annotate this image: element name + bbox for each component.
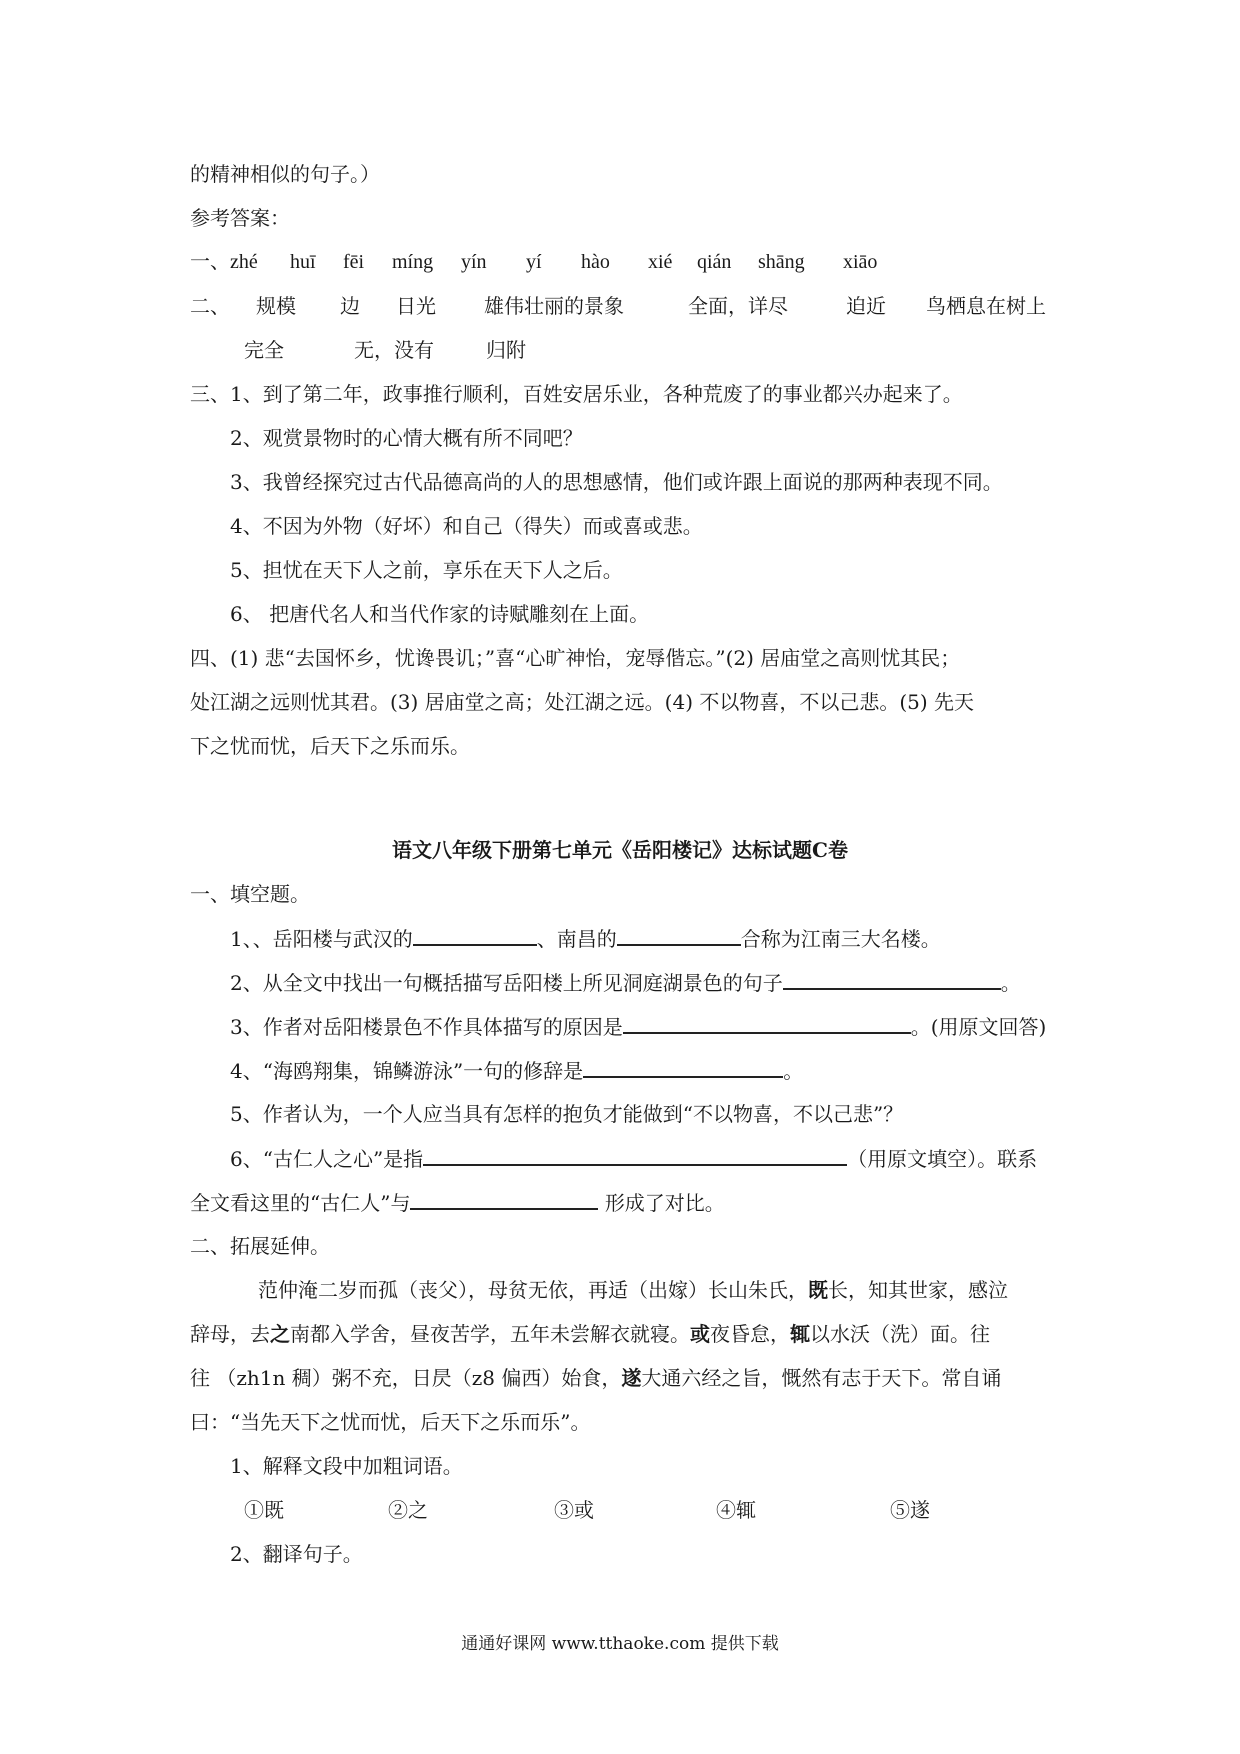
word-item: ②之 — [388, 1498, 428, 1522]
vocab-answer-row-1 — [0, 292, 1240, 320]
section-heading: 二、拓展延伸。 — [190, 1234, 330, 1258]
passage-line — [190, 1320, 990, 1348]
passage-line — [258, 1276, 1008, 1304]
pinyin-item: xiāo — [843, 251, 878, 273]
question-text: 6、“古仁人之心”是指 — [230, 1147, 424, 1171]
vocab-answer-row-2 — [0, 336, 1240, 364]
pinyin-item: yín — [461, 251, 487, 273]
passage-text: 辞母，去 — [190, 1322, 270, 1346]
answer-item: 雄伟壮丽的景象 — [484, 294, 624, 318]
word-item: ⑤遂 — [890, 1498, 930, 1522]
passage-text: 以水沃（洗）面。往 — [810, 1322, 990, 1346]
passage-text: 往 （zh1n 稠）粥不充，日昃（z8 偏西）始食， — [190, 1366, 622, 1390]
answer-blank[interactable] — [783, 968, 1001, 990]
answer-blank[interactable] — [410, 1188, 598, 1210]
question-2 — [230, 968, 1021, 997]
passage-text: 大通六经之旨，慨然有志于天下。常自诵 — [641, 1366, 1002, 1390]
answer-item: 迫近 — [846, 294, 886, 318]
bold-word: 辄 — [790, 1322, 810, 1346]
answer-item: 归附 — [486, 338, 526, 362]
answer-blank[interactable] — [617, 924, 741, 946]
pinyin-answer-row — [0, 248, 1240, 276]
bold-word: 或 — [690, 1322, 710, 1346]
passage-text: 长，知其世家，感泣 — [828, 1278, 1008, 1302]
answer-blank[interactable] — [583, 1056, 783, 1078]
translation-answer: 三、1、到了第二年，政事推行顺利，百姓安居乐业，各种荒废了的事业都兴办起来了。 — [190, 382, 963, 406]
word-list — [0, 1496, 1240, 1524]
word-item: ①既 — [244, 1498, 284, 1522]
question-3 — [230, 1012, 1046, 1041]
text-line: 的精神相似的句子。） — [190, 162, 380, 186]
comprehension-answer: 下之忧而忧，后天下之乐而乐。 — [190, 734, 470, 758]
question-text: 形成了对比。 — [604, 1191, 725, 1215]
passage-text: 范仲淹二岁而孤（丧父），母贫无依，再适（出嫁）长山朱氏， — [258, 1278, 808, 1302]
passage-text: 南都入学舍，昼夜苦学，五年未尝解衣就寝。 — [290, 1322, 690, 1346]
translation-answer: 2、观赏景物时的心情大概有所不同吧？ — [230, 426, 583, 450]
answer-blank[interactable] — [423, 1144, 847, 1166]
question-text: 。 — [1000, 971, 1021, 995]
page-footer: 通通好课网 www.tthaoke.com 提供下载 — [461, 1634, 779, 1654]
word-item: ④辄 — [716, 1498, 756, 1522]
word-item: ③或 — [554, 1498, 594, 1522]
question-text: 。(用原文回答) — [910, 1015, 1047, 1039]
section-heading: 一、填空题。 — [190, 882, 310, 906]
translation-answer: 6、 把唐代名人和当代作家的诗赋雕刻在上面。 — [230, 602, 650, 626]
answer-item: 规模 — [256, 294, 296, 318]
question-text: 合称为江南三大名楼。 — [740, 927, 941, 951]
pinyin-item: hào — [581, 251, 610, 273]
question-4 — [230, 1056, 803, 1085]
comprehension-answer: 处江湖之远则忧其君。(3) 居庙堂之高；处江湖之远。(4) 不以物喜，不以己悲。(5) 先天 — [190, 690, 975, 714]
answer-item: 完全 — [244, 338, 284, 362]
bold-word: 之 — [270, 1322, 290, 1346]
question-text: 2、从全文中找出一句概括描写岳阳楼上所见洞庭湖景色的句子 — [230, 971, 783, 995]
question-text: 全文看这里的“古仁人”与 — [190, 1191, 411, 1215]
pinyin-lead: 一、zhé — [190, 251, 258, 273]
passage-line: 曰：“当先天下之忧而忧，后天下之乐而乐”。 — [190, 1410, 591, 1434]
pinyin-item: qián — [697, 251, 732, 273]
exam-title: 语文八年级下册第七单元《岳阳楼记》达标试题C卷 — [392, 838, 848, 862]
translation-answer: 3、我曾经探究过古代品德高尚的人的思想感情，他们或许跟上面说的那两种表现不同。 — [230, 470, 1003, 494]
pinyin-item: shāng — [758, 251, 805, 273]
question-1 — [230, 924, 941, 953]
question-6 — [230, 1144, 1037, 1173]
comprehension-answer: 四、(1) 悲“去国怀乡，忧谗畏讥；”喜“心旷神怡，宠辱偕忘。”(2) 居庙堂之高则忧其民； — [190, 646, 961, 670]
pinyin-item: yí — [526, 251, 542, 273]
answer-blank[interactable] — [413, 924, 537, 946]
answer-item: 日光 — [396, 294, 436, 318]
section-number: 二、 — [190, 294, 230, 318]
question-6-continued — [190, 1188, 725, 1217]
pinyin-item: xié — [648, 251, 673, 273]
question-text: 4、“海鸥翔集，锦鳞游泳”一句的修辞是 — [230, 1059, 584, 1083]
question-explain: 1、解释文段中加粗词语。 — [230, 1454, 463, 1478]
question-text: 3、作者对岳阳楼景色不作具体描写的原因是 — [230, 1015, 623, 1039]
answer-item: 边 — [340, 294, 360, 318]
translation-answer: 4、不因为外物（好坏）和自己（得失）而或喜或悲。 — [230, 514, 703, 538]
answer-key-heading: 参考答案： — [190, 206, 290, 230]
pinyin-item: míng — [392, 251, 434, 273]
answer-item: 全面，详尽 — [688, 294, 788, 318]
answer-blank[interactable] — [623, 1012, 911, 1034]
pinyin-item: fēi — [343, 251, 365, 273]
bold-word: 既 — [808, 1278, 828, 1302]
answer-item: 无，没有 — [354, 338, 434, 362]
question-text: 1、、岳阳楼与武汉的 — [230, 927, 413, 951]
passage-line — [190, 1364, 1001, 1392]
translation-answer: 5、担忧在天下人之前，享乐在天下人之后。 — [230, 558, 623, 582]
question-text: （用原文填空）。联系 — [847, 1147, 1038, 1171]
question-5: 5、作者认为，一个人应当具有怎样的抱负才能做到“不以物喜，不以己悲”？ — [230, 1102, 904, 1126]
bold-word: 遂 — [621, 1366, 642, 1390]
answer-item: 鸟栖息在树上 — [926, 294, 1046, 318]
pinyin-item: huī — [290, 251, 316, 273]
question-text: 、南昌的 — [536, 927, 617, 951]
question-text: 。 — [783, 1059, 804, 1083]
passage-text: 夜昏怠， — [710, 1322, 790, 1346]
question-translate: 2、翻译句子。 — [230, 1542, 363, 1566]
